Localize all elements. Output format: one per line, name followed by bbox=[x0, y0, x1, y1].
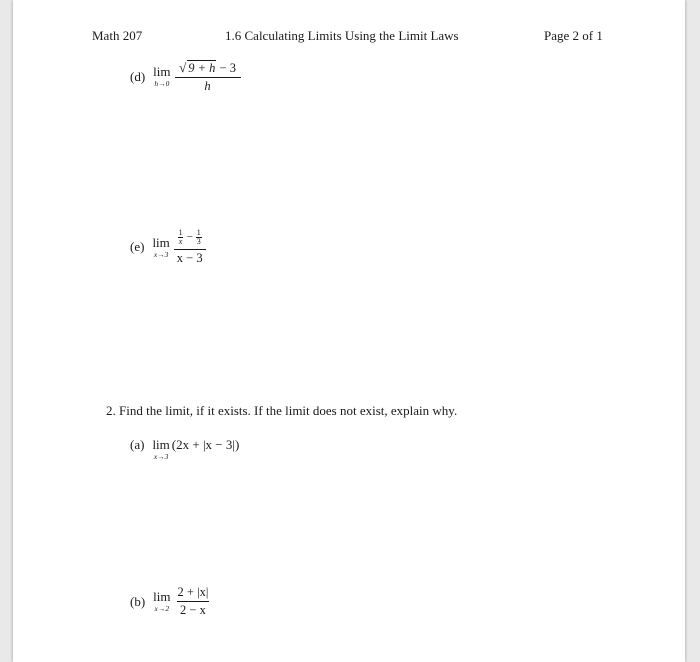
limit-expression: (2x + |x − 3|) bbox=[171, 437, 240, 453]
course-name: Math 207 bbox=[92, 28, 143, 43]
limit-operator: lim x→3 bbox=[152, 437, 170, 461]
fraction bbox=[174, 229, 206, 265]
inner-fraction-one-over-x: $\frac{1}{x}$ bbox=[178, 228, 183, 247]
limit-subscript: h→0 bbox=[154, 79, 170, 89]
document-page bbox=[13, 0, 685, 662]
fraction-numerator bbox=[176, 60, 239, 77]
fraction-denominator: h bbox=[175, 77, 241, 93]
fraction-denominator: x − 3 bbox=[174, 249, 206, 265]
fraction bbox=[175, 60, 241, 93]
fraction-denominator: 2 − x bbox=[177, 601, 209, 617]
limit-operator: lim x→2 bbox=[153, 589, 171, 614]
radicand: 9 + h bbox=[188, 61, 216, 75]
limit-operator: lim h→0 bbox=[153, 64, 171, 89]
problem-2b bbox=[130, 586, 211, 617]
problem-2a bbox=[130, 430, 239, 461]
problem-label: (b) bbox=[130, 593, 146, 609]
inner-fraction-one-over-three: $\frac{1}{3}$ bbox=[196, 228, 201, 247]
fraction bbox=[175, 586, 212, 617]
limit-subscript: x→3 bbox=[153, 452, 169, 461]
limit-subscript: x→3 bbox=[153, 249, 169, 259]
question-2-prompt: 2. Find the limit, if it exists. If the limit does not exist, explain why. bbox=[106, 403, 458, 418]
limit-subscript: x→2 bbox=[154, 604, 170, 614]
problem-label: (d) bbox=[130, 68, 146, 84]
limit-operator: lim x→3 bbox=[152, 234, 170, 259]
section-title: 1.6 Calculating Limits Using the Limit Laws bbox=[225, 28, 459, 43]
problem-label: (a) bbox=[130, 437, 145, 453]
fraction-numerator: $\frac{1}{x}$ − $\frac{1}{3}$ bbox=[178, 228, 201, 247]
sqrt-symbol: √ bbox=[179, 60, 187, 75]
problem-1d bbox=[130, 60, 241, 93]
problem-1e bbox=[130, 229, 206, 265]
page-number: Page 2 of 1 bbox=[544, 28, 603, 43]
problem-label: (e) bbox=[130, 238, 145, 254]
numerator-constant: − 3 bbox=[219, 61, 236, 75]
fraction-numerator: 2 + |x| bbox=[177, 585, 209, 599]
